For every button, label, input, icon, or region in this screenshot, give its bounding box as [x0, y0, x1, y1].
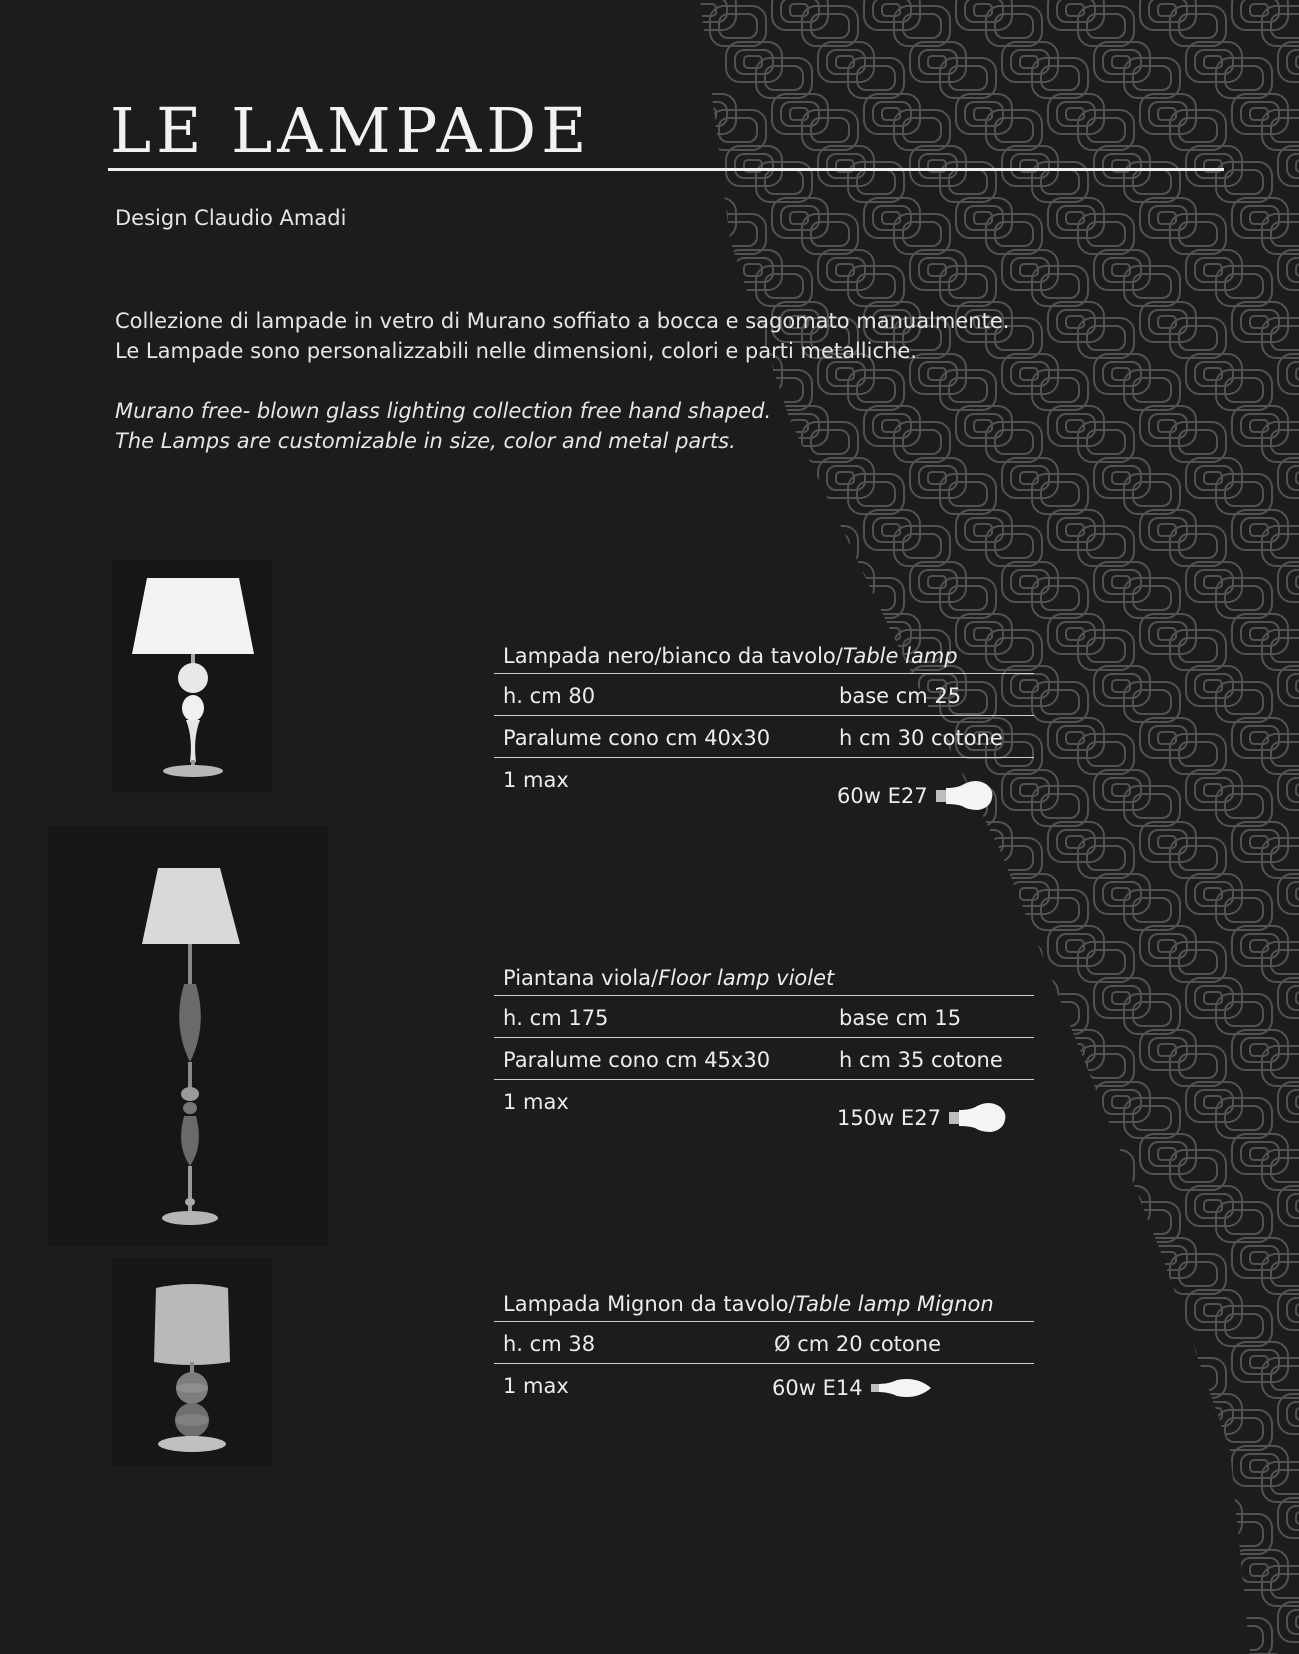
product-spec-table-lamp — [494, 638, 1034, 808]
spec-diameter: Ø cm 20 cotone — [774, 1332, 941, 1356]
spec-shade: Paralume cono cm 40x30 — [503, 726, 771, 750]
intro-english-line: The Lamps are customizable in size, color and metal parts. — [115, 429, 736, 453]
intro-italian-line: Collezione di lampade in vetro di Murano soffiato a bocca e sagomato manualmente. — [115, 309, 1010, 333]
spec-shade-height: h cm 30 cotone — [839, 726, 1003, 750]
spec-heading — [494, 1286, 1034, 1322]
intro-english-line: Murano free- blown glass lighting collection free hand shaped. — [115, 399, 772, 423]
designer-credit: Design Claudio Amadi — [115, 206, 347, 230]
spec-height: h. cm 175 — [503, 1006, 609, 1030]
spec-row-size — [494, 674, 1034, 716]
floor-lamp-violet-photo — [48, 826, 328, 1246]
spec-row-size — [494, 996, 1034, 1038]
product-spec-floor-lamp — [494, 960, 1034, 1130]
product-spec-table-lamp-mignon — [494, 1286, 1034, 1410]
product-name-en: Table lamp — [842, 644, 958, 668]
table-lamp-black-white-photo — [112, 560, 272, 792]
light-bulb-icon — [947, 1100, 1007, 1136]
spec-base: base cm 25 — [839, 684, 962, 708]
light-bulb-icon — [934, 778, 994, 814]
intro-italian-line: Le Lampade sono personalizzabili nelle dimensioni, colori e parti metalliche. — [115, 339, 917, 363]
spec-heading — [494, 960, 1034, 996]
spec-height: h. cm 38 — [503, 1332, 596, 1356]
spec-bulb: 60w E14 — [772, 1376, 863, 1400]
spec-row-bulb — [494, 1080, 1034, 1130]
intro-italian — [115, 306, 1009, 366]
spec-max: 1 max — [503, 768, 569, 792]
spec-row-bulb — [494, 758, 1034, 808]
spec-bulb: 150w E27 — [837, 1106, 941, 1130]
product-name-en: Floor lamp violet — [658, 966, 835, 990]
spec-row-bulb — [494, 1364, 1034, 1410]
product-name-en: Table lamp Mignon — [795, 1292, 994, 1316]
spec-shade: Paralume cono cm 45x30 — [503, 1048, 771, 1072]
spec-heading — [494, 638, 1034, 674]
spec-base: base cm 15 — [839, 1006, 962, 1030]
spec-height: h. cm 80 — [503, 684, 596, 708]
product-name-it: Lampada nero/bianco da tavolo/ — [503, 644, 843, 668]
spec-row-shade — [494, 716, 1034, 758]
spec-row-size — [494, 1322, 1034, 1364]
spec-shade-height: h cm 35 cotone — [839, 1048, 1003, 1072]
spec-row-shade — [494, 1038, 1034, 1080]
title-underline — [108, 168, 1224, 171]
spec-max: 1 max — [503, 1374, 569, 1398]
table-lamp-mignon-photo — [112, 1258, 272, 1466]
page-title: LE LAMPADE — [110, 94, 592, 167]
spec-max: 1 max — [503, 1090, 569, 1114]
spec-bulb: 60w E27 — [837, 784, 928, 808]
intro-english — [115, 396, 771, 456]
candle-bulb-icon — [869, 1376, 933, 1400]
product-name-it: Lampada Mignon da tavolo/ — [503, 1292, 796, 1316]
product-name-it: Piantana viola/ — [503, 966, 659, 990]
